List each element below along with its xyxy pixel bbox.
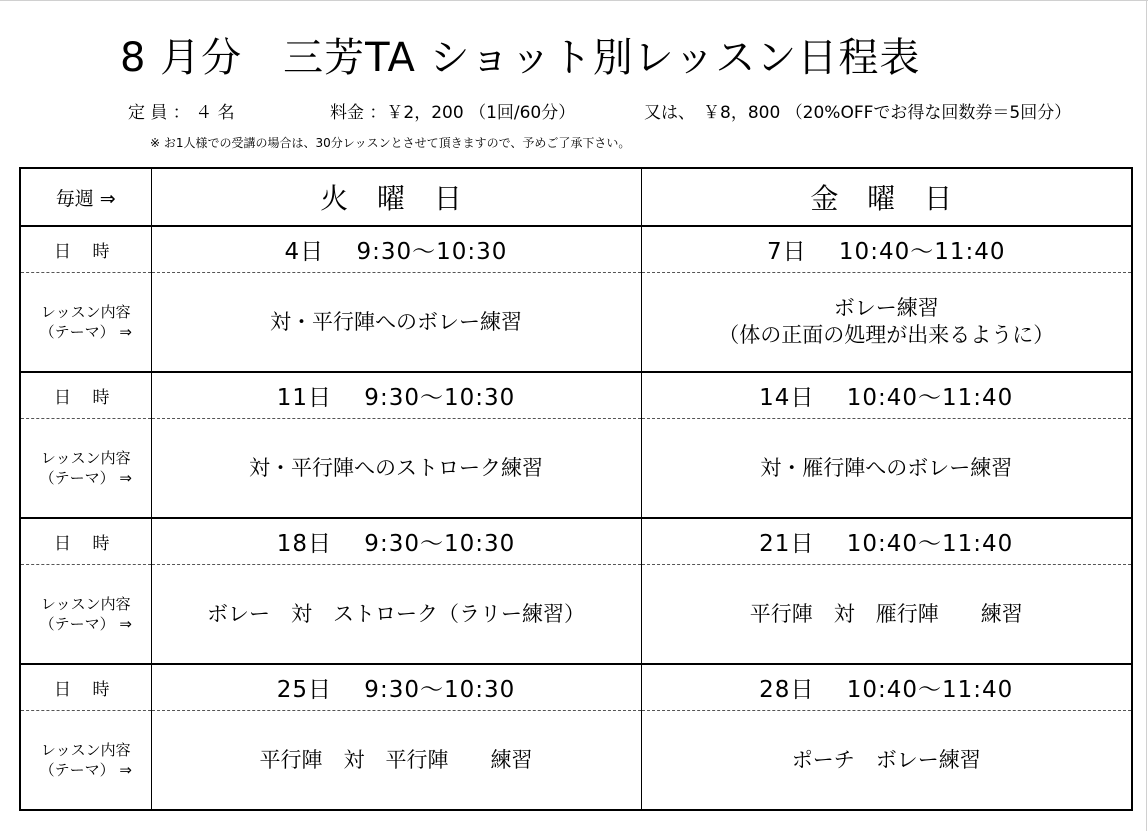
header-friday: 金 曜 日 [641, 168, 1132, 226]
fee-text: 料金 ：￥2，200 （1回/60分） [330, 103, 576, 123]
date-label: 日 時 [20, 664, 151, 711]
theme-label-line2: （テーマ） ⇒ [39, 469, 132, 487]
theme-label-line1: レッスン内容 [40, 303, 131, 321]
ticket-text: ￥8，800 （20%OFFでお得な回数券＝5回分） [703, 103, 1072, 123]
friday-theme: ボレー練習 （体の正面の処理が出来るように） [641, 273, 1132, 373]
table-row [20, 419, 1132, 519]
tuesday-theme: 平行陣 対 平行陣 練習 [151, 711, 641, 811]
tuesday-theme: 対・平行陣へのボレー練習 [151, 273, 641, 373]
theme-label-line2: （テーマ） ⇒ [39, 323, 132, 341]
friday-date: 28日 10:40～11:40 [641, 664, 1132, 711]
friday-date: 7日 10:40～11:40 [641, 226, 1132, 273]
tuesday-date: 4日 9:30～10:30 [151, 226, 641, 273]
date-label: 日 時 [20, 372, 151, 419]
table-row [20, 273, 1132, 373]
table-row [20, 664, 1132, 711]
theme-label-line1: レッスン内容 [40, 741, 131, 759]
tuesday-date: 11日 9:30～10:30 [151, 372, 641, 419]
table-row [20, 711, 1132, 811]
table-header-row [20, 168, 1132, 226]
friday-theme: ポーチ ボレー練習 [641, 711, 1132, 811]
friday-theme: 平行陣 対 雁行陣 練習 [641, 565, 1132, 665]
tuesday-theme: ボレー 対 ストローク（ラリー練習） [151, 565, 641, 665]
theme-label [20, 273, 151, 373]
theme-label-line2: （テーマ） ⇒ [39, 615, 132, 633]
date-label: 日 時 [20, 226, 151, 273]
table-row [20, 372, 1132, 419]
tuesday-date: 25日 9:30～10:30 [151, 664, 641, 711]
page-title: 8 月分 三芳TA ショット別レッスン日程表 [120, 35, 921, 81]
notice-text: ※ お1人様での受講の場合は、30分レッスンとさせて頂きますので、予めご了承下さい。 [150, 136, 631, 150]
capacity-text: 定 員 ： ４ 名 [128, 103, 235, 123]
date-label: 日 時 [20, 518, 151, 565]
theme-label [20, 565, 151, 665]
friday-date: 14日 10:40～11:40 [641, 372, 1132, 419]
schedule-table [19, 167, 1133, 811]
tuesday-date: 18日 9:30～10:30 [151, 518, 641, 565]
frame-top-border [0, 0, 1148, 1]
friday-theme: 対・雁行陣へのボレー練習 [641, 419, 1132, 519]
theme-label [20, 419, 151, 519]
table-row [20, 226, 1132, 273]
friday-date: 21日 10:40～11:40 [641, 518, 1132, 565]
theme-label-line1: レッスン内容 [40, 595, 131, 613]
frame-right-border [1146, 0, 1147, 831]
header-tuesday: 火 曜 日 [151, 168, 641, 226]
or-text: 又は、 [644, 103, 695, 123]
header-weekly: 毎週 ⇒ [20, 168, 151, 226]
table-row [20, 518, 1132, 565]
theme-label-line1: レッスン内容 [40, 449, 131, 467]
table-row [20, 565, 1132, 665]
theme-label [20, 711, 151, 811]
theme-label-line2: （テーマ） ⇒ [39, 761, 132, 779]
tuesday-theme: 対・平行陣へのストローク練習 [151, 419, 641, 519]
